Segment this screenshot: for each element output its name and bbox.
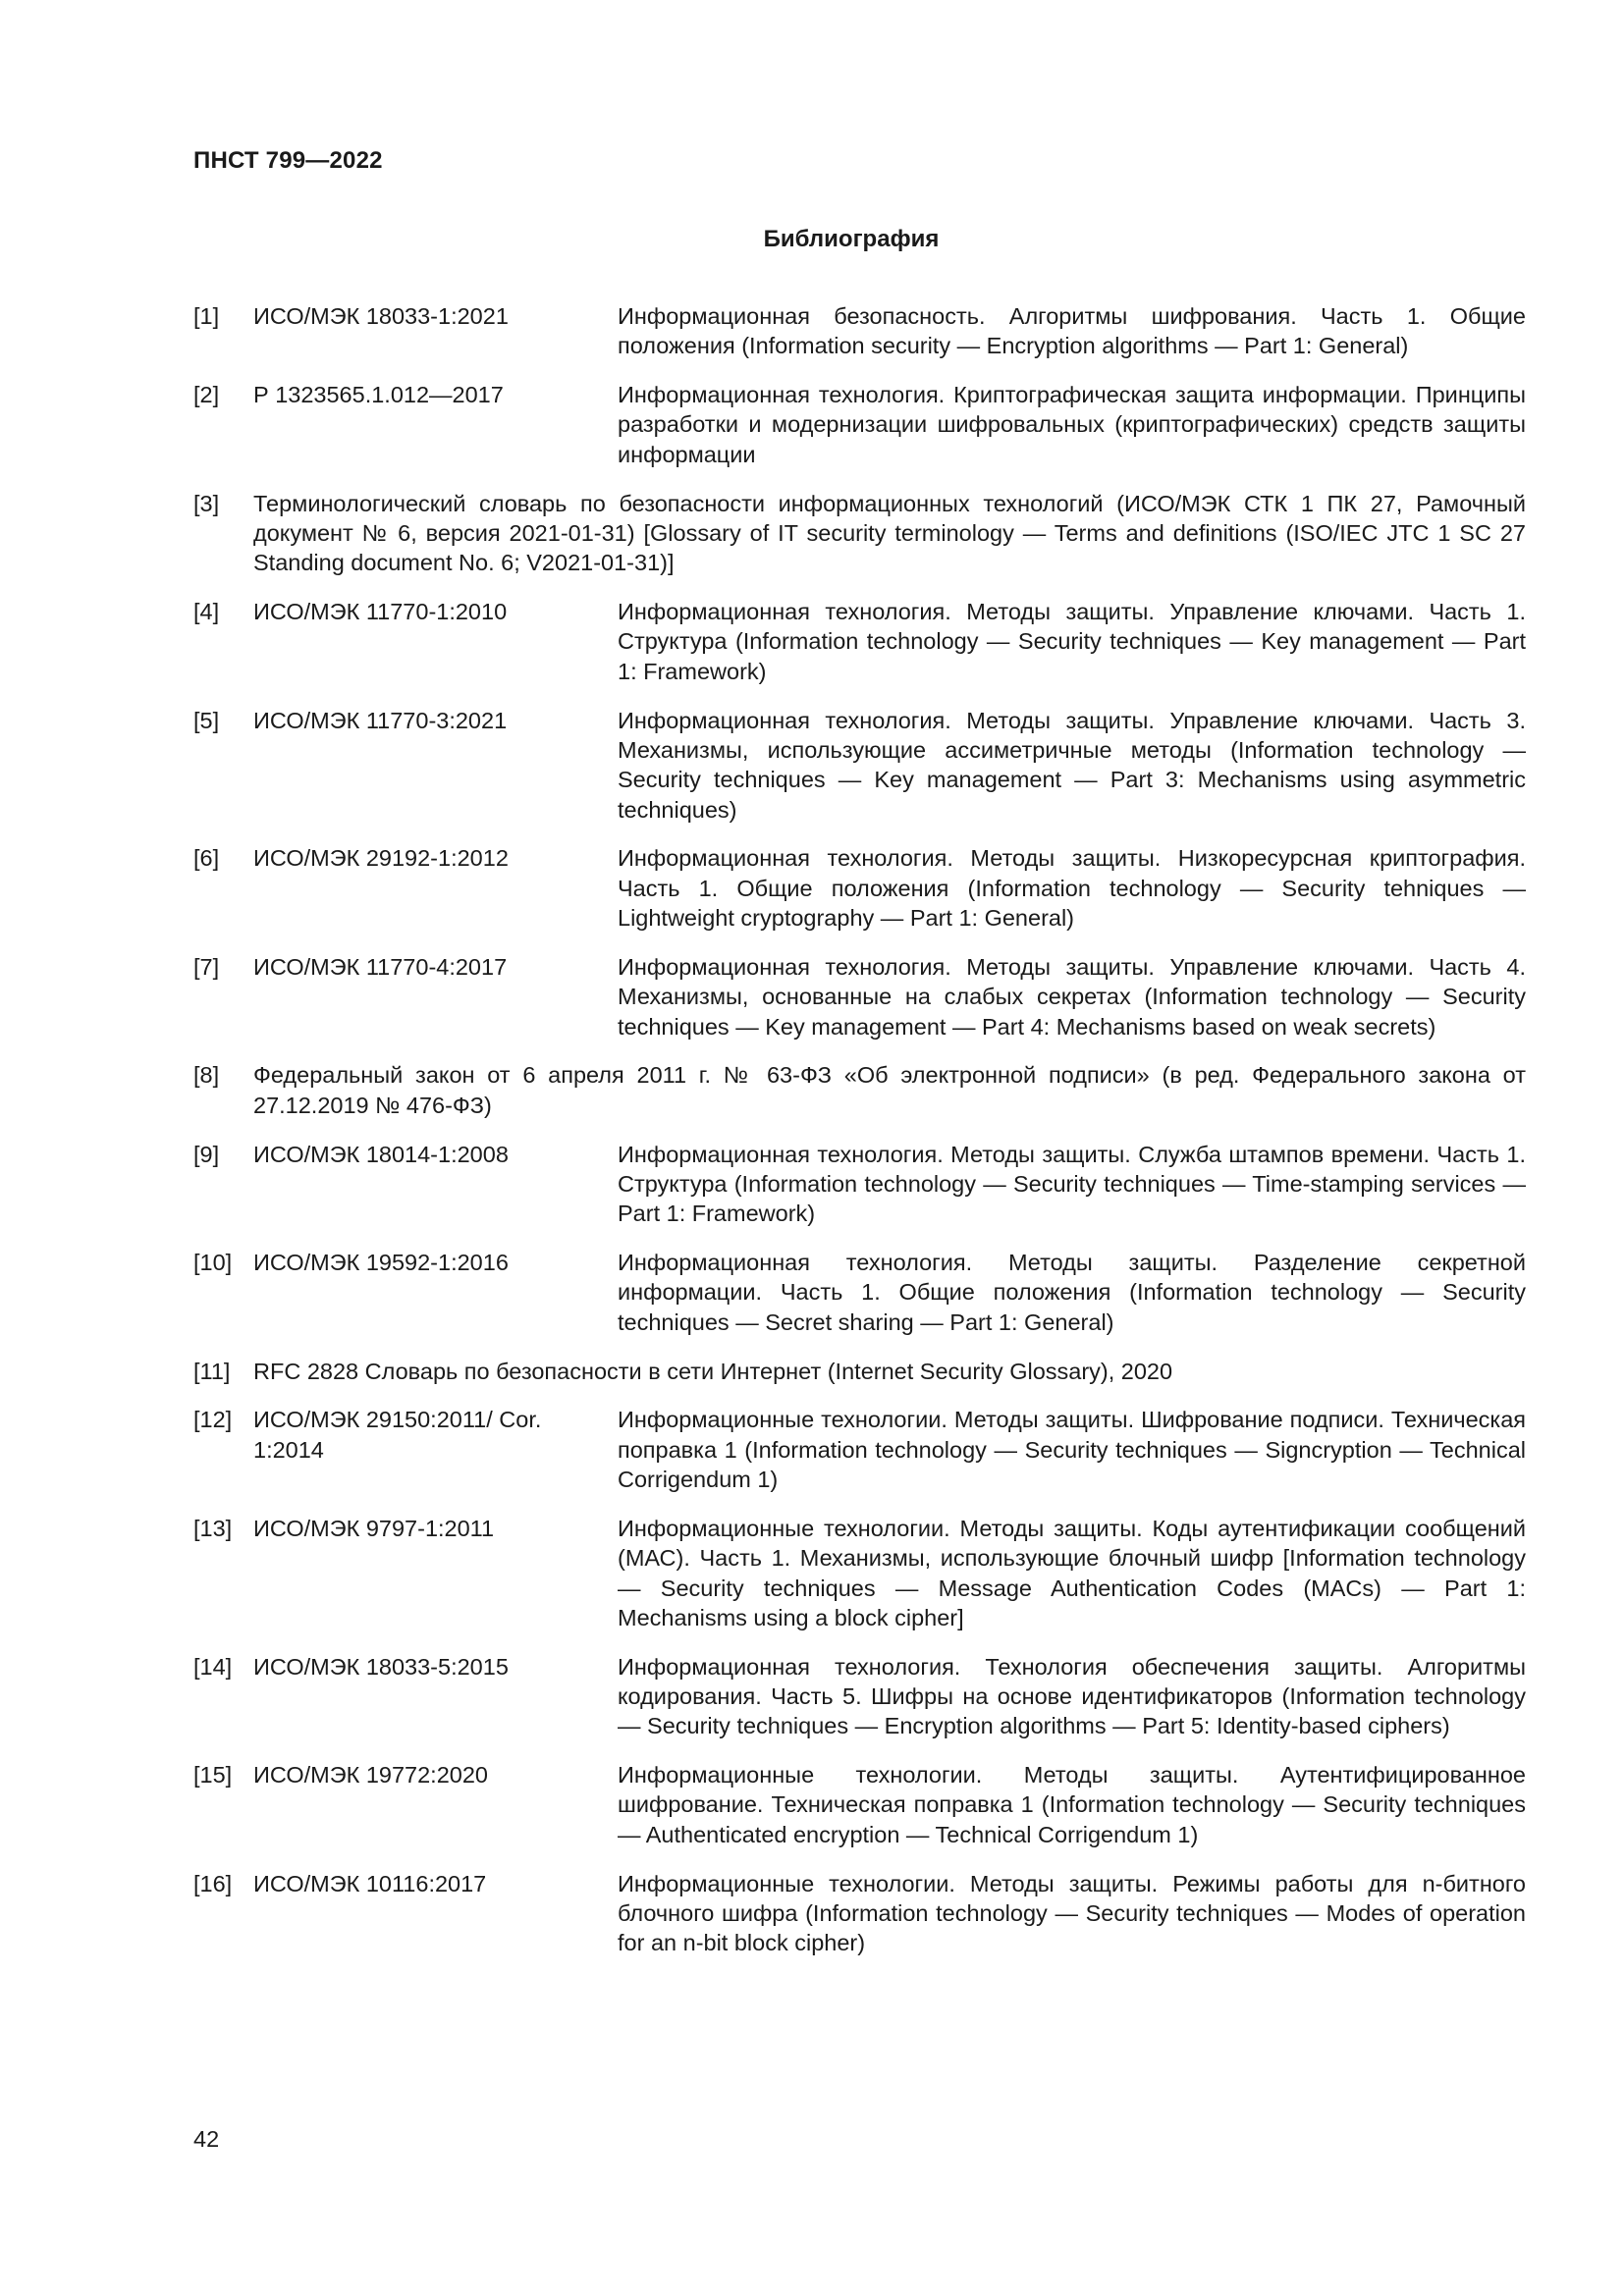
entry-number: [5]: [193, 707, 220, 733]
entry-number: [12]: [193, 1407, 233, 1433]
bibliography-entry: [193, 380, 1526, 469]
bibliography-entry: [193, 952, 1526, 1041]
entry-number: [14]: [193, 1653, 233, 1680]
bibliography-entry: [193, 1060, 1526, 1120]
bibliography-entry: [193, 1514, 1526, 1632]
entry-standard-code: ИСО/МЭК 29150:2011/ Cor. 1:2014: [253, 1407, 542, 1463]
entry-number: [3]: [193, 490, 220, 516]
entry-description: Информационные технологии. Методы защиты. Режимы работы для n-битного блочного шифра (Information technology — Security techniques — Modes of operation for an n-bit block cipher): [618, 1870, 1526, 1956]
entry-description: Информационная технология. Методы защиты. Низкоресурсная криптография. Часть 1. Общие положения (Information technology — Security tehniques — Lightweight cryptography — Part 1: General): [618, 845, 1526, 932]
bibliography-entry: [193, 597, 1526, 686]
entry-standard-code: ИСО/МЭК 11770-4:2017: [253, 953, 508, 980]
entry-description: Информационная технология. Криптографическая защита информации. Принципы разработки и модернизации шифровальных (криптографических) средств защиты информации: [618, 382, 1526, 467]
entry-standard-code: ИСО/МЭК 18033-5:2015: [253, 1653, 509, 1680]
entry-standard-code: ИСО/МЭК 10116:2017: [253, 1870, 487, 1896]
bibliography-entry: [193, 1652, 1526, 1741]
bibliography-entry: [193, 1869, 1526, 1958]
entry-standard-code: ИСО/МЭК 19772:2020: [253, 1762, 488, 1789]
entry-number: [6]: [193, 845, 220, 872]
entry-number: [13]: [193, 1515, 233, 1541]
bibliography-list: [193, 301, 1526, 1977]
entry-number: [7]: [193, 953, 220, 980]
entry-text: RFC 2828 Словарь по безопасности в сети Интернет (Internet Security Glossary), 2020: [253, 1358, 1173, 1384]
entry-standard-code: ИСО/МЭК 29192-1:2012: [253, 845, 509, 872]
entry-standard-code: ИСО/МЭК 18014-1:2008: [253, 1141, 509, 1167]
entry-text: Терминологический словарь по безопасности информационных технологий (ИСО/МЭК СТК 1 ПК 27, Рамочный документ № 6, версия 2021-01-31) [Glossary of IT security terminology — Terms and definitions (ISO/IEC JTC 1 SC 27 Standing document No. 6; V2021-01-31)]: [253, 490, 1526, 576]
entry-number: [8]: [193, 1062, 220, 1089]
entry-standard-code: ИСО/МЭК 19592-1:2016: [253, 1250, 509, 1276]
entry-description: Информационная технология. Методы защиты. Служба штампов времени. Часть 1. Структура (Information technology — Security techniques — Time-stamping services — Part 1: Framework): [618, 1141, 1526, 1227]
entry-description: Информационная технология. Методы защиты. Разделение секретной информации. Часть 1. Общие положения (Information technology — Security techniques — Secret sharing — Part 1: General): [618, 1250, 1526, 1335]
entry-standard-code: ИСО/МЭК 11770-3:2021: [253, 707, 508, 733]
entry-description: Информационные технологии. Методы защиты. Аутентифицированное шифрование. Техническая поправка 1 (Information technology — Security techniques — Authenticated encryption — Technical Corrigendum 1): [618, 1762, 1526, 1847]
entry-description: Информационная технология. Методы защиты. Управление ключами. Часть 4. Механизмы, основанные на слабых секретах (Information technology — Security techniques — Key management — Part 4: Mechanisms based on weak secrets): [618, 953, 1526, 1040]
entry-standard-code: Р 1323565.1.012—2017: [253, 382, 504, 408]
entry-number: [9]: [193, 1141, 220, 1167]
bibliography-entry: [193, 1140, 1526, 1229]
page-number: 42: [193, 2126, 220, 2152]
entry-number: [16]: [193, 1870, 233, 1896]
bibliography-entry: [193, 1357, 1526, 1386]
entry-description: Информационная технология. Методы защиты. Управление ключами. Часть 3. Механизмы, использующие ассиметричные методы (Information technology — Security techniques — Key management — Part 3: Mechanisms using asymmetric techniques): [618, 707, 1526, 823]
bibliography-entry: [193, 489, 1526, 578]
entry-number: [11]: [193, 1358, 231, 1384]
bibliography-entry: [193, 706, 1526, 825]
bibliography-entry: [193, 1760, 1526, 1849]
entry-number: [10]: [193, 1250, 233, 1276]
entry-text: Федеральный закон от 6 апреля 2011 г. № 63-ФЗ «Об электронной подписи» (в ред. Федерального закона от 27.12.2019 № 476-ФЗ): [253, 1062, 1526, 1118]
bibliography-entry: [193, 843, 1526, 933]
document-code: ПНСТ 799—2022: [193, 147, 383, 174]
bibliography-title: Библиография: [763, 226, 940, 252]
bibliography-entry: [193, 301, 1526, 361]
entry-number: [4]: [193, 599, 220, 625]
bibliography-entry: [193, 1405, 1526, 1494]
entry-description: Информационные технологии. Методы защиты. Коды аутентификации сообщений (МАС). Часть 1. Механизмы, использующие блочный шифр [Information technology — Security techniques — Message Authentication Codes (MACs) — Part 1: Mechanisms using a block cipher]: [618, 1515, 1526, 1630]
entry-description: Информационные технологии. Методы защиты. Шифрование подписи. Техническая поправка 1 (Information technology — Security techniques — Signcryption — Technical Corrigendum 1): [618, 1407, 1526, 1493]
entry-description: Информационная технология. Методы защиты. Управление ключами. Часть 1. Структура (Information technology — Security techniques — Key management — Part 1: Framework): [618, 599, 1526, 684]
bibliography-entry: [193, 1248, 1526, 1337]
entry-number: [1]: [193, 303, 220, 329]
entry-number: [2]: [193, 382, 220, 408]
entry-standard-code: ИСО/МЭК 9797-1:2011: [253, 1515, 495, 1541]
entry-standard-code: ИСО/МЭК 11770-1:2010: [253, 599, 508, 625]
entry-number: [15]: [193, 1762, 233, 1789]
entry-description: Информационная технология. Технология обеспечения защиты. Алгоритмы кодирования. Часть 5. Шифры на основе идентификаторов (Information technology — Security techniques — Encryption algorithms — Part 5: Identity-based ciphers): [618, 1653, 1526, 1739]
entry-description: Информационная безопасность. Алгоритмы шифрования. Часть 1. Общие положения (Information security — Encryption algorithms — Part 1: General): [618, 303, 1526, 359]
entry-standard-code: ИСО/МЭК 18033-1:2021: [253, 303, 509, 329]
